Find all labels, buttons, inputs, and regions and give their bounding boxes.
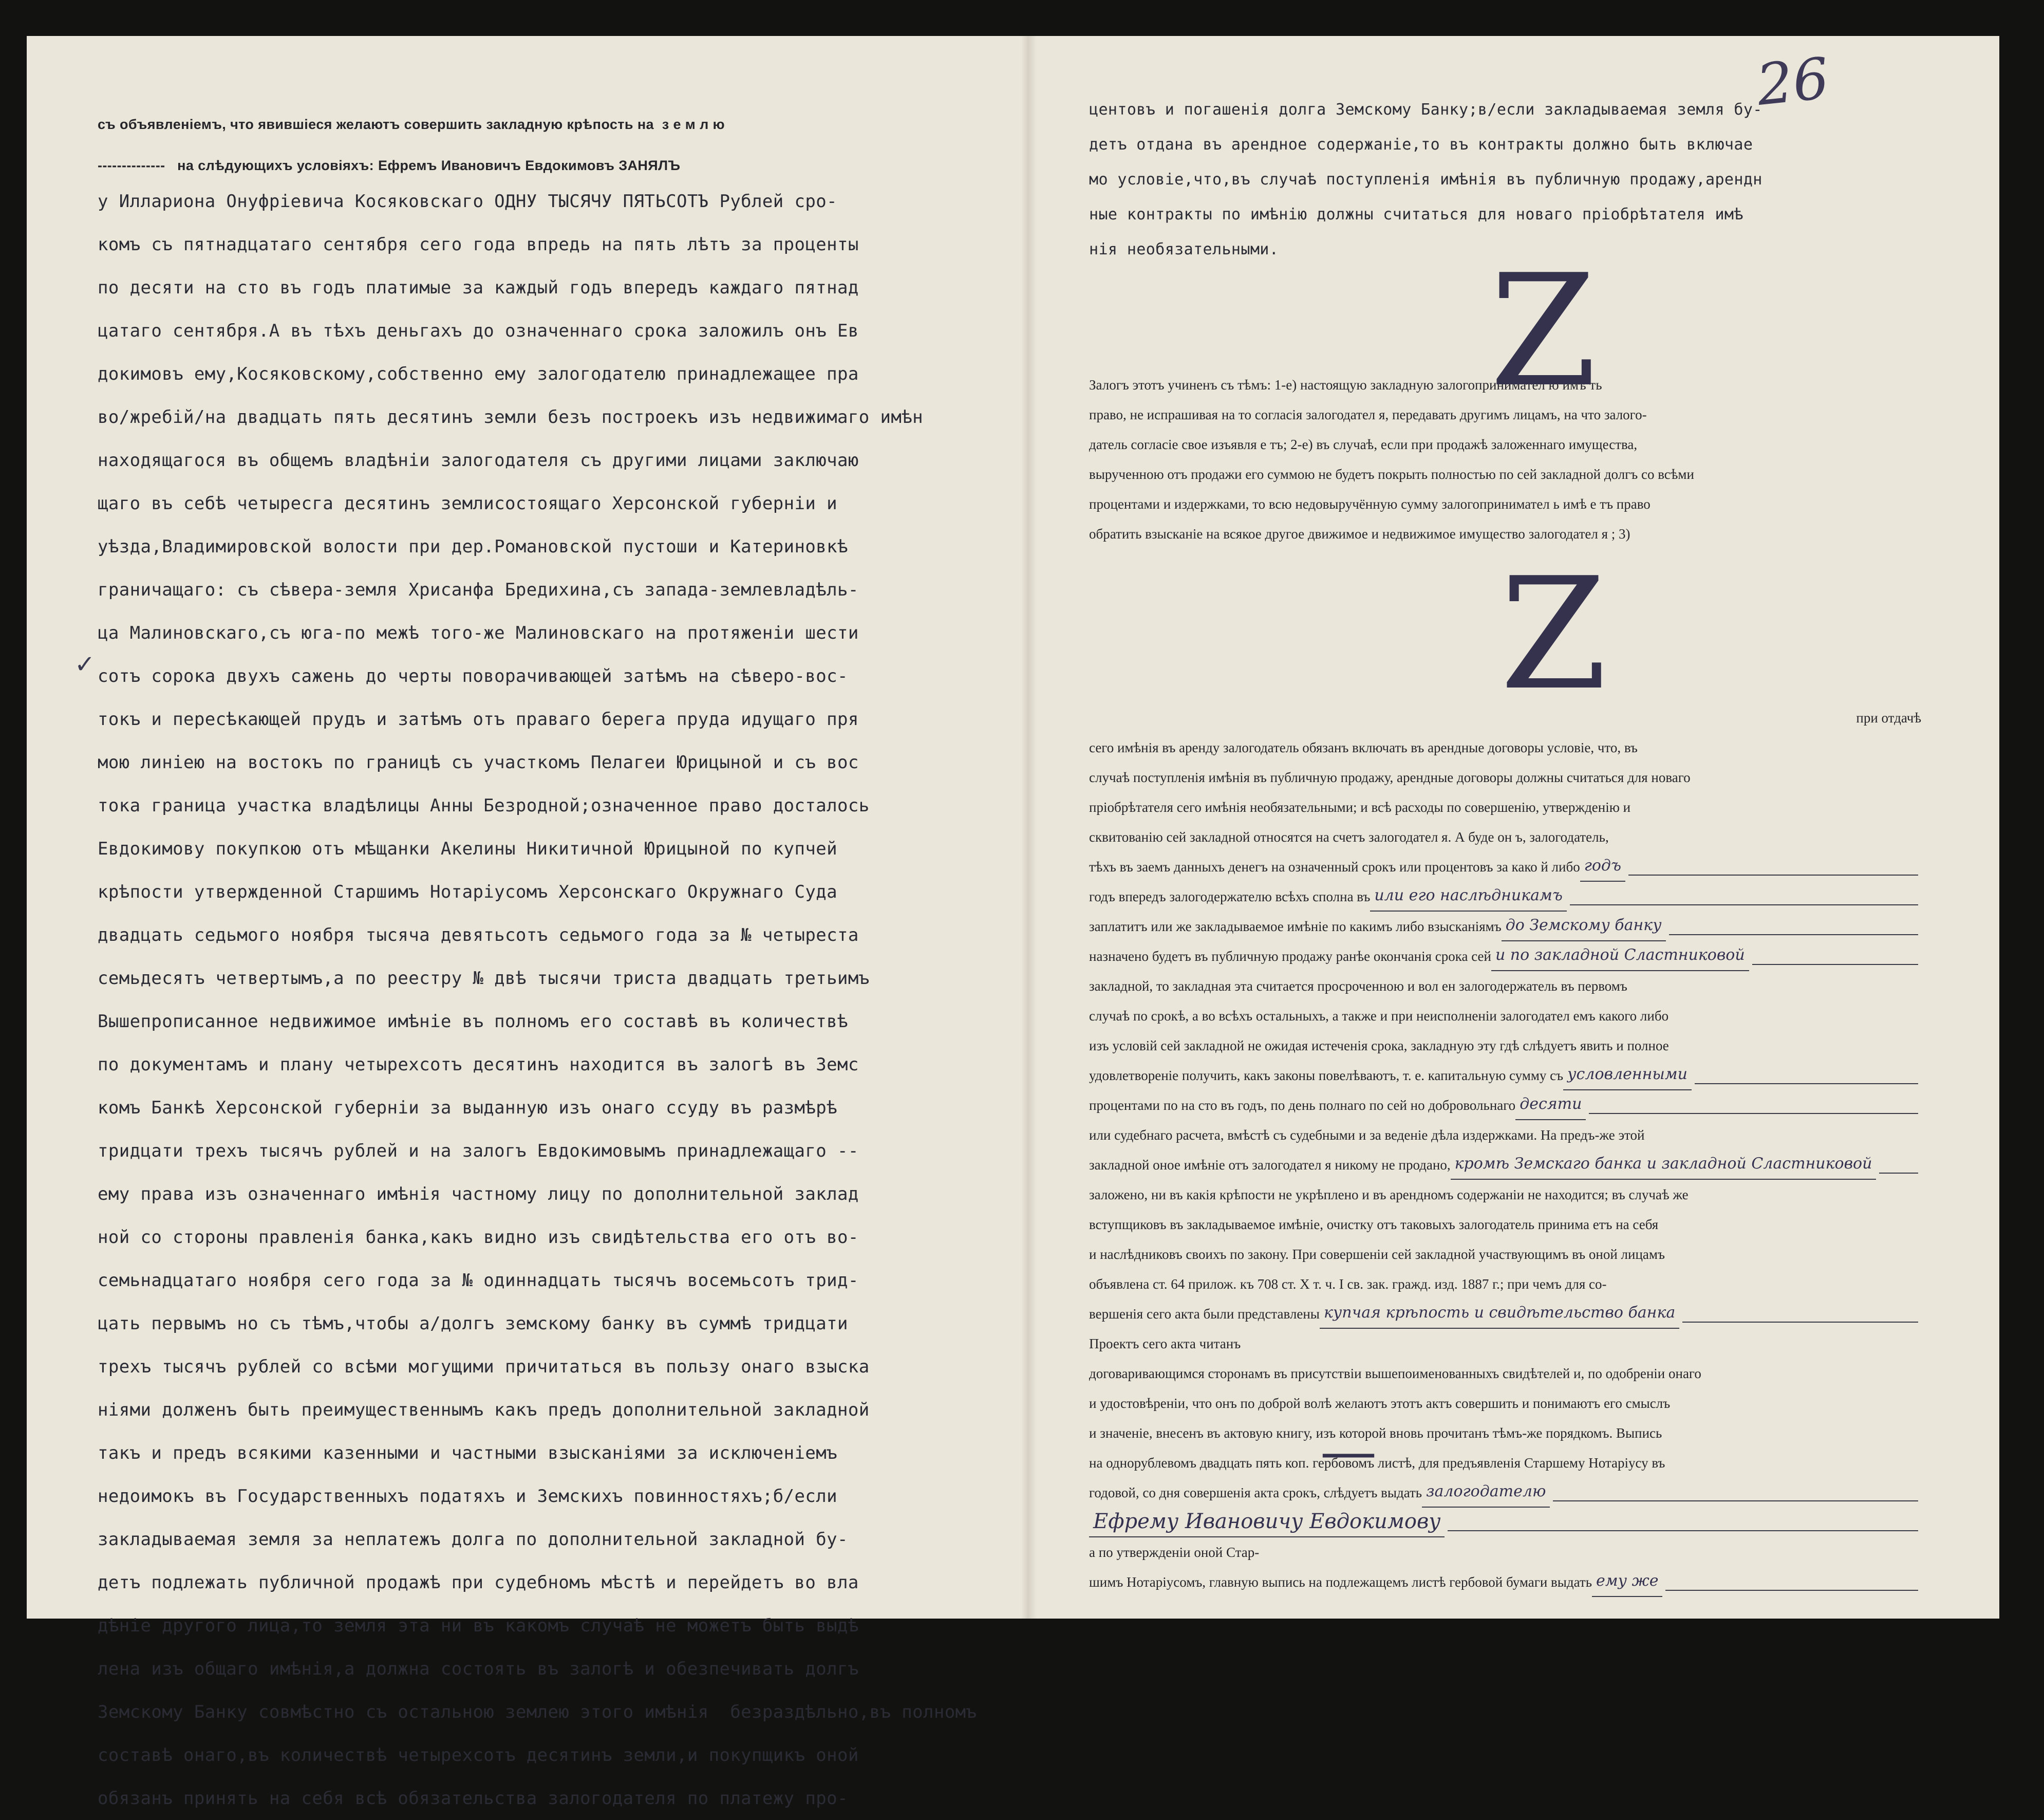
form-line-text: случаѣ по срокѣ, а во всѣхъ остальныхъ, а также и при неисполненіи залогодател емъ какого либо (1089, 1008, 1669, 1024)
left-typed-text (98, 180, 1002, 1820)
typed-line: мо условіе,что,въ случаѣ поступленія имѣнія въ публичную продажу,арендн (1089, 171, 1762, 189)
form-line (1089, 1359, 1921, 1388)
typed-line: крѣпости утвержденной Старшимъ Нотаріусомъ Херсонскаго Окружнаго Суда (98, 882, 838, 902)
form-line (1089, 1210, 1921, 1239)
form-line-text: закладной оное имѣніе отъ залогодател я никому не продано, (1089, 1157, 1451, 1173)
typed-line: обязанъ принять на себя всѣ обязательства залогодателя по платежу про- (98, 1788, 848, 1809)
handwritten-insert: ему же (1592, 1567, 1662, 1597)
form-line (1089, 971, 1921, 1001)
form-line (1089, 792, 1921, 822)
form-line-text: заплатитъ или же закладываемое имѣніе по какимъ либо взысканіямъ (1089, 919, 1502, 934)
form-line (1089, 763, 1921, 792)
fill-in-line (1628, 874, 1918, 876)
form-line-text: на однорублевомъ двадцать пять коп. гербовомъ листѣ, для предъявленія Старшему Нотаріусу въ (1089, 1455, 1665, 1471)
form-line-text: договаривающимся сторонамъ въ присутствіи вышепоименованныхъ свидѣтелей и, по одобреніи онаго (1089, 1366, 1701, 1381)
typed-line: тридцати трехъ тысячъ рублей и на залогъ Евдокимовымъ принадлежащаго -- (98, 1141, 859, 1161)
typed-line: нія необязательными. (1089, 240, 1279, 258)
left-page (98, 103, 1002, 1820)
form-line: право, не испрашивая на то согласія залогодател я, передавать другимъ лицамъ, на что залого- (1089, 407, 1647, 422)
form-line-text: и удостовѣреніи, что онъ по доброй волѣ желаютъ этотъ актъ совершить и понимаютъ его смыслъ (1089, 1396, 1671, 1411)
handwritten-insert: условленными (1563, 1061, 1692, 1090)
typed-line: мою линіею на востокъ по границѣ съ участкомъ Пелагеи Юрицыной и съ вос (98, 752, 859, 773)
form-line-text: или судебнаго расчета, вмѣстѣ съ судебными и за веденіе дѣла издержками. На предъ-же этой (1089, 1127, 1645, 1143)
margin-check-mark: ✓ (74, 650, 96, 679)
typed-line: сотъ сорока двухъ сажень до черты поворачивающей затѣмъ на сѣверо-вос- (98, 666, 848, 686)
fill-in-line (1665, 1589, 1918, 1591)
typed-line: недоимокъ въ Государственныхъ податяхъ и Земскихъ повинностяхъ;б/если (98, 1486, 838, 1507)
fill-in-line (1589, 1112, 1918, 1114)
form-line-text: назначено будетъ въ публичную продажу ранѣе окончанія срока сей (1089, 949, 1491, 964)
form-line (1089, 1061, 1921, 1090)
fill-in-line (1570, 904, 1918, 905)
handwritten-insert: кромѣ Земскаго банка и закладной Сластниковой (1451, 1150, 1877, 1180)
typed-line: по десяти на сто въ годъ платимые за каждый годъ впередъ каждаго пятнад (98, 277, 859, 298)
form-line-text: годовой, со дня совершенія акта срокъ, слѣдуетъ выдать (1089, 1485, 1422, 1500)
form-line (1089, 1299, 1921, 1329)
fill-in-line (1682, 1321, 1918, 1323)
form-line-text: и значеніе, внесенъ въ актовую книгу, изъ которой вновь прочитанъ тѣмъ-же порядкомъ. Выпись (1089, 1425, 1662, 1441)
form-line (1089, 1269, 1921, 1299)
form-line (1089, 1478, 1921, 1508)
typed-line: комъ съ пятнадцатаго сентября сего года впредь на пять лѣтъ за проценты (98, 234, 859, 255)
typed-line: по документамъ и плану четырехсотъ десятинъ находится въ залогѣ въ Земс (98, 1054, 859, 1075)
form-line (1089, 822, 1921, 852)
fill-in-line (1448, 1530, 1918, 1531)
page-fold (1021, 36, 1037, 1619)
handwritten-insert: десяти (1515, 1090, 1586, 1120)
form-line-text: вступщиковъ въ закладываемое имѣніе, очистку отъ таковыхъ залогодатель принима етъ на себя (1089, 1217, 1659, 1232)
form-line (1089, 1001, 1921, 1031)
form-line-text: тѣхъ въ заемъ данныхъ денегъ на означенный срокъ или процентовъ за како й либо (1089, 859, 1580, 875)
typed-line: трехъ тысячъ рублей со всѣми могущими причитаться въ пользу онаго взыска (98, 1357, 870, 1377)
form-line-text: а по утвержденіи оной Стар- (1089, 1545, 1260, 1560)
right-typed-text (1089, 92, 1921, 267)
fill-in-line (1669, 934, 1918, 935)
strike-mark-3: — (1320, 1418, 1377, 1484)
left-lead-line-2: -------------- на слѣдующихъ условіяхъ: Ефремъ Ивановичъ Евдокимовъ ЗАНЯЛЪ (98, 158, 681, 173)
form-line-text: объявлена ст. 64 прилож. къ 708 ст. X т. ч. I св. зак. гражд. изд. 1887 г.; при чемъ для со- (1089, 1276, 1607, 1292)
right-form-clause-2 (1089, 703, 1921, 1597)
form-line-text: вершенія сего акта были представлены (1089, 1306, 1320, 1322)
typed-line: уѣзда,Владимировской волости при дер.Романовской пустоши и Катериновкѣ (98, 536, 848, 557)
form-line (1089, 1418, 1921, 1448)
typed-line: ные контракты по имѣнію должны считаться для новаго пріобрѣтателя имѣ (1089, 206, 1743, 224)
typed-line: составѣ онаго,въ количествѣ четырехсотъ десятинъ земли,и покупщикъ оной (98, 1745, 859, 1766)
typed-line: закладываемая земля за неплатежъ долга по дополнительной закладной бу- (98, 1529, 848, 1550)
form-line (1089, 1388, 1921, 1418)
typed-line: такъ и предъ всякими казенными и частными взысканіями за исключеніемъ (98, 1443, 838, 1463)
form-line (1089, 852, 1921, 882)
fill-in-line (1752, 963, 1918, 965)
form-line: датель согласіе свое изъявля е тъ; 2-е) въ случаѣ, если при продажѣ заложеннаго имущества, (1089, 437, 1638, 452)
form-line: Залогъ этотъ учиненъ съ тѣмъ: 1-е) настоящую закладную залогопринимател ю имѣ ть (1089, 377, 1602, 393)
form-line (1089, 882, 1921, 912)
typed-line: ной со стороны правленія банка,какъ видно изъ свидѣтельства его отъ во- (98, 1227, 859, 1248)
form-line (1089, 1329, 1921, 1359)
form-line (1089, 1448, 1921, 1478)
form-line (1089, 1150, 1921, 1180)
form-line (1089, 733, 1921, 763)
typed-line: семьдесятъ четвертымъ,а по реестру № двѣ тысячи триста двадцать третьимъ (98, 968, 870, 989)
typed-line: дѣніе другого лица,то земля эта ни въ какомъ случаѣ не можетъ быть выдѣ (98, 1615, 859, 1636)
typed-line: ніями долженъ быть преимущественнымъ какъ предъ дополнительной закладной (98, 1400, 870, 1420)
typed-line: цать первымъ но съ тѣмъ,чтобы а/долгъ земскому банку въ суммѣ тридцати (98, 1313, 848, 1334)
form-line-text: сего имѣнія въ аренду залогодатель обязанъ включать въ арендные договоры условіе, что, въ (1089, 740, 1638, 755)
typed-line: щаго въ себѣ четыресга десятинъ землисостоящаго Херсонской губерніи и (98, 493, 838, 514)
form-line-text: пріобрѣтателя сего имѣнія необязательными; и всѣ расходы по совершенію, утвержденію и (1089, 800, 1631, 815)
typed-line: комъ Банкѣ Херсонской губерніи за выданную изъ онаго ссуду въ размѣрѣ (98, 1098, 838, 1118)
typed-line: двадцать седьмого ноября тысяча девятьсотъ седьмого года за № четыреста (98, 925, 859, 945)
typed-line: во/жребій/на двадцать пять десятинъ земли безъ построекъ изъ недвижимаго имѣн (98, 407, 923, 428)
typed-line: граничащаго: съ сѣвера-земля Хрисанфа Бредихина,съ запада-землевладѣль- (98, 580, 859, 600)
form-line (1089, 1120, 1921, 1150)
typed-line: ца Малиновскаго,съ юга-по межѣ того-же Малиновскаго на протяженіи шести (98, 623, 859, 643)
typed-line: находящагося въ общемъ владѣніи залогодателя съ другими лицами заключаю (98, 450, 859, 471)
typed-line: ему права изъ означеннаго имѣнія частному лицу по дополнительной заклад (98, 1184, 859, 1204)
typed-line: токъ и пересѣкающей прудъ и затѣмъ отъ праваго берега пруда идущаго пря (98, 709, 859, 730)
form-line: обратить взысканіе на всякое другое движимое и недвижимое имущество залогодател я ; 3) (1089, 526, 1630, 542)
form-line (1089, 1180, 1921, 1210)
strike-mark-1: Z (1490, 242, 1597, 421)
form-line-text: сквитованію сей закладной относятся на счетъ залогодател я. А буде он ъ, залогодатель, (1089, 829, 1609, 845)
form-line-text: удовлетвореніе получить, какъ законы повелѣваютъ, т. е. капитальную сумму съ (1089, 1068, 1564, 1083)
handwritten-insert: и по закладной Сластниковой (1491, 941, 1749, 971)
typed-line: центовъ и погашенія долга Земскому Банку;в/если закладываемая земля бу- (1089, 101, 1762, 119)
handwritten-insert: купчая крѣпость и свидѣтельство банка (1320, 1299, 1679, 1329)
form-line (1089, 1508, 1921, 1537)
form-line-text: закладной, то закладная эта считается просроченною и вол ен залогодержатель въ первомъ (1089, 978, 1627, 994)
fill-in-line (1553, 1500, 1918, 1501)
form-line-text: шимъ Нотаріусомъ, главную выпись на подлежащемъ листѣ гербовой бумаги выдать (1089, 1574, 1592, 1590)
form-line-text: Проектъ сего акта читанъ (1089, 1336, 1241, 1351)
form-line: вырученною отъ продажи его суммою не будетъ покрыть полностью по сей закладной долгъ со всѣми (1089, 467, 1694, 482)
strike-mark-2: Z (1500, 545, 1607, 724)
typed-line: детъ подлежать публичной продажѣ при судебномъ мѣстѣ и перейдетъ во вла (98, 1572, 859, 1593)
typed-line: детъ отдана въ арендное содержаніе,то въ контракты должно быть включае (1089, 136, 1753, 154)
typed-line: докимовъ ему,Косяковскому,собственно ему залогодателю принадлежащее пра (98, 364, 859, 384)
handwritten-insert: годъ (1580, 852, 1625, 882)
form-line (1089, 1090, 1921, 1120)
typed-line: у Иллариона Онуфріевича Косяковскаго ОДНУ ТЫСЯЧУ ПЯТЬСОТЪ Рублей сро- (98, 191, 838, 212)
form-line (1089, 912, 1921, 941)
form-line-text: случаѣ поступленія имѣнія въ публичную продажу, арендные договоры должны считаться для новаго (1089, 770, 1691, 785)
form-line (1089, 1537, 1921, 1567)
fill-in-line (1695, 1083, 1918, 1084)
form-line-text: процентами по на сто въ годъ, по день полнаго по сей но добровольнаго (1089, 1098, 1516, 1113)
form-line (1089, 1239, 1921, 1269)
left-lead-line-1: съ объявленіемъ, что явившіеся желаютъ совершить закладную крѣпость на з е м л ю (98, 117, 725, 132)
handwritten-insert: или его наслѣдникамъ (1370, 882, 1567, 912)
form-line (1089, 941, 1921, 971)
form-line: процентами и издержками, то всю недовыручённую сумму залогопринимател ь имѣ е тъ право (1089, 496, 1651, 512)
handwritten-insert: до Земскому банку (1502, 912, 1666, 941)
handwritten-insert: залогодателю (1422, 1478, 1550, 1508)
fill-in-line (1879, 1172, 1918, 1174)
form-line (1089, 1031, 1921, 1061)
page-number: 26 (1753, 45, 1832, 118)
typed-line: цатаго сентября.А въ тѣхъ деньгахъ до означеннаго срока заложилъ онъ Ев (98, 321, 859, 341)
form-line-text: годъ впередъ залогодержателю всѣхъ сполна въ (1089, 889, 1371, 904)
form-line-text: изъ условій сей закладной не ожидая истеченія срока, закладную эту гдѣ слѣдуетъ явить и полное (1089, 1038, 1669, 1053)
typed-line: тока граница участка владѣлицы Анны Безродной;означенное право досталось (98, 795, 870, 816)
form-line-text: заложено, ни въ какія крѣпости не укрѣплено и въ арендномъ содержаніи не находится; въ случаѣ же (1089, 1187, 1689, 1202)
form-line-text: и наслѣдниковъ своихъ по закону. При совершеніи сей закладной участвующимъ въ оной лицамъ (1089, 1247, 1665, 1262)
typed-line: семьнадцатаго ноября сего года за № одиннадцать тысячъ восемьсотъ трид- (98, 1270, 859, 1291)
typed-line: Евдокимову покупкою отъ мѣщанки Акелины Никитичной Юрицыной по купчей (98, 839, 838, 859)
form-line (1089, 1567, 1921, 1597)
form-line-text: при отдачѣ (1856, 710, 1921, 726)
typed-line: лена изъ общаго имѣнія,а должна состоять въ залогѣ и обезпечивать долгъ (98, 1659, 859, 1679)
typed-line: Вышепрописанное недвижимое имѣніе въ полномъ его составѣ въ количествѣ (98, 1011, 848, 1032)
handwritten-insert: Ефрему Ивановичу Евдокимову (1089, 1508, 1445, 1537)
typed-line: Земскому Банку совмѣстно съ остальною землею этого имѣнія безраздѣльно,въ полномъ (98, 1702, 977, 1722)
